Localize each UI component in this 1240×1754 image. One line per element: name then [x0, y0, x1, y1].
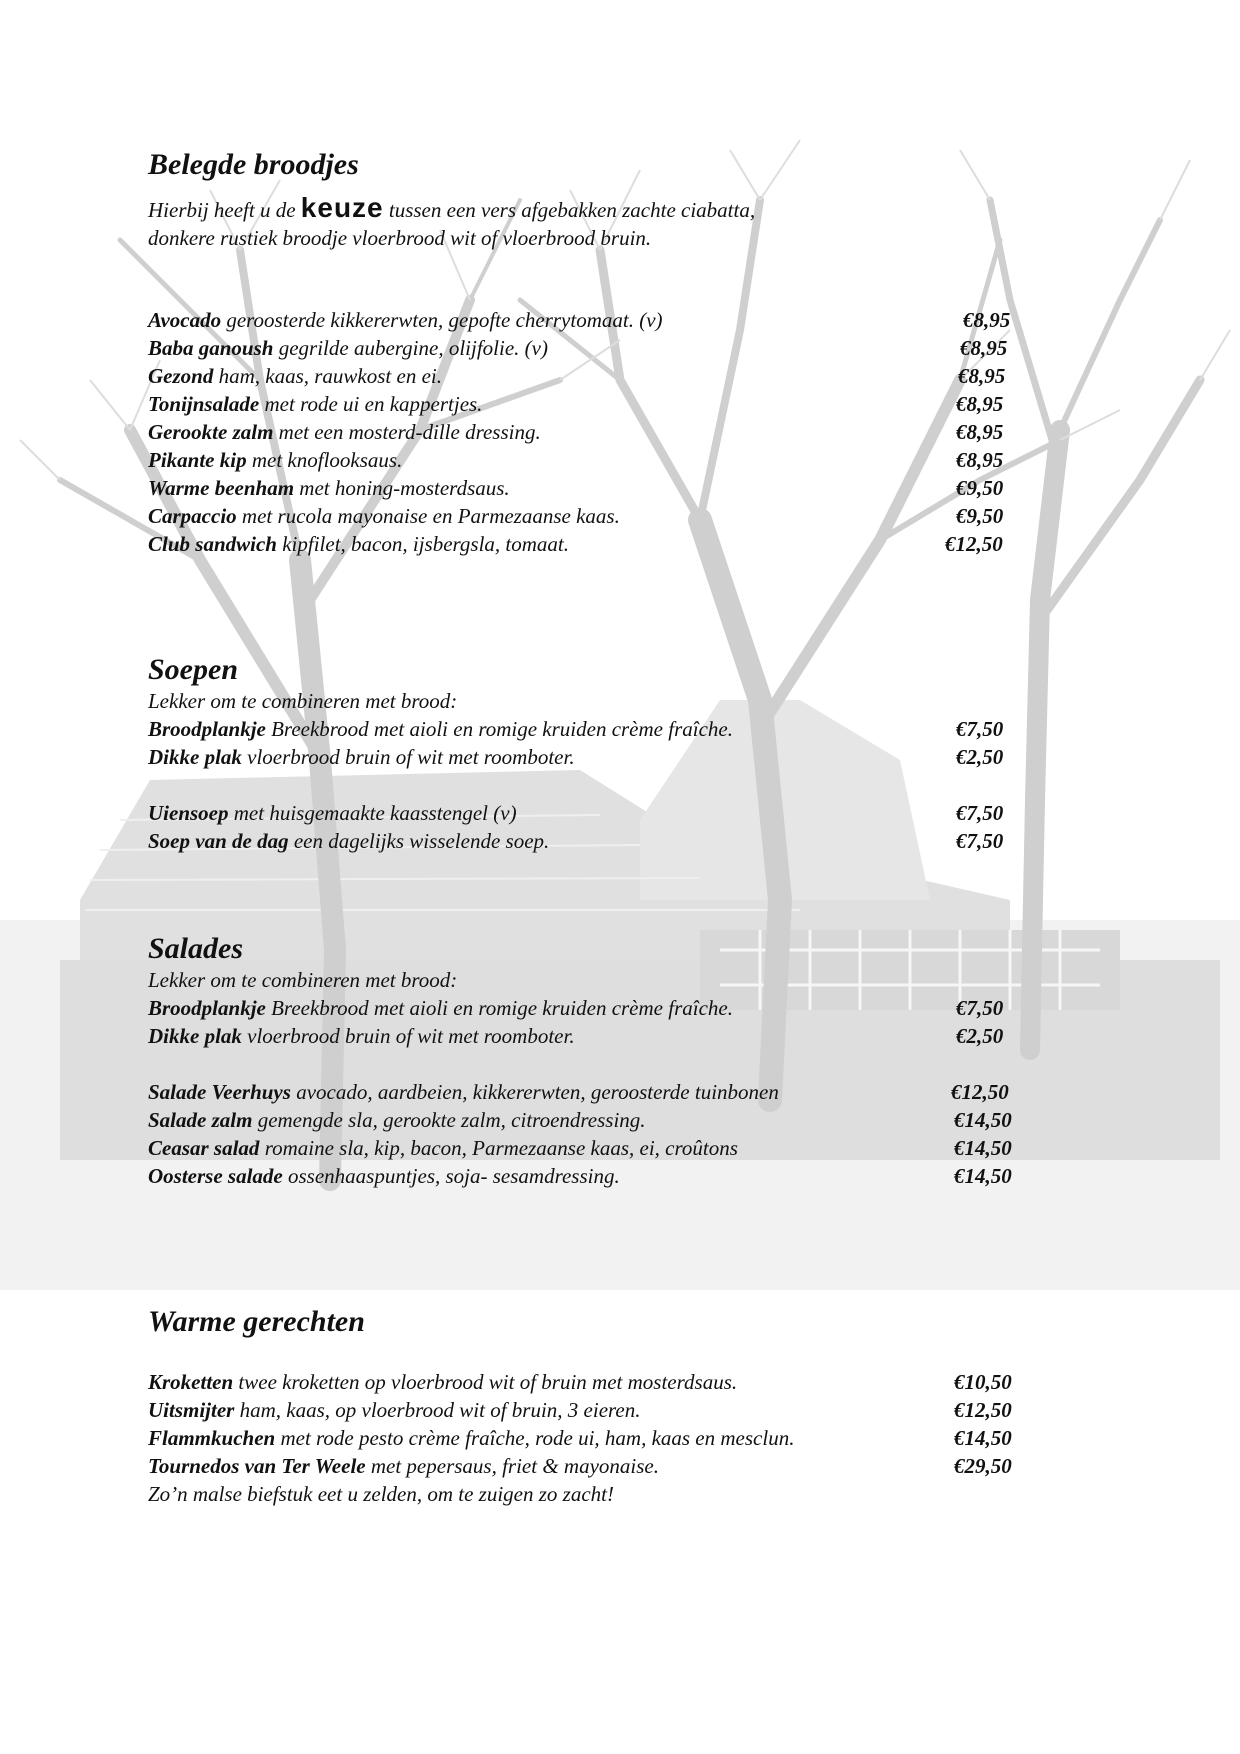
price: €12,50: [945, 532, 1003, 556]
soepen-intro: Lekker om te combineren met brood:: [148, 689, 458, 713]
price: €2,50: [956, 1024, 1004, 1048]
list-item: Gezond ham, kaas, rauwkost en ei. €8,95: [148, 364, 1006, 388]
list-item: Tonijnsalade met rode ui en kappertjes. €8,95: [148, 392, 1004, 416]
list-item: Dikke plak vloerbrood bruin of wit met roomboter. €2,50: [148, 745, 1004, 769]
list-item: Tournedos van Ter Weele met pepersaus, friet & mayonaise. €29,50: [148, 1454, 1012, 1478]
list-item: Avocado geroosterde kikkererwten, gepofte cherrytomaat. (v) €8,95: [148, 308, 1011, 332]
list-item: Salade Veerhuys avocado, aardbeien, kikkererwten, geroosterde tuinbonen €12,50: [148, 1080, 1009, 1104]
price: €7,50: [956, 717, 1004, 741]
list-item: Broodplankje Breekbrood met aioli en romige kruiden crème fraîche. €7,50: [148, 717, 1004, 741]
list-item: Club sandwich kipfilet, bacon, ijsbergsla, tomaat. €12,50: [148, 532, 1003, 556]
list-item: Pikante kip met knoflooksaus. €8,95: [148, 448, 1004, 472]
list-item: Ceasar salad romaine sla, kip, bacon, Parmezaanse kaas, ei, croûtons €14,50: [148, 1136, 1012, 1160]
salades-intro: Lekker om te combineren met brood:: [148, 968, 458, 992]
list-item: Soep van de dag een dagelijks wisselende soep. €7,50: [148, 829, 1004, 853]
list-item: Warme beenham met honing-mosterdsaus. €9,50: [148, 476, 1004, 500]
price: €14,50: [954, 1136, 1012, 1160]
section-title-soepen: Soepen: [148, 653, 238, 686]
price: €9,50: [956, 476, 1004, 500]
section-title-warme-gerechten: Warme gerechten: [148, 1305, 365, 1338]
price: €14,50: [954, 1426, 1012, 1450]
price: €8,95: [958, 364, 1006, 388]
price: €14,50: [954, 1108, 1012, 1132]
price: €14,50: [954, 1164, 1012, 1188]
price: €12,50: [954, 1398, 1012, 1422]
section-title-salades: Salades: [148, 932, 244, 965]
price: €8,95: [956, 392, 1004, 416]
list-item: Flammkuchen met rode pesto crème fraîche, rode ui, ham, kaas en mesclun. €14,50: [148, 1426, 1012, 1450]
list-item: Broodplankje Breekbrood met aioli en romige kruiden crème fraîche. €7,50: [148, 996, 1004, 1020]
list-item: Salade zalm gemengde sla, gerookte zalm, citroendressing. €14,50: [148, 1108, 1012, 1132]
list-item: Baba ganoush gegrilde aubergine, olijfolie. (v) €8,95: [148, 336, 1008, 360]
price: €7,50: [956, 829, 1004, 853]
price: €8,95: [963, 308, 1011, 332]
section-title-broodjes: Belegde broodjes: [148, 148, 359, 181]
price: €7,50: [956, 801, 1004, 825]
list-item: Oosterse salade ossenhaaspuntjes, soja- sesamdressing. €14,50: [148, 1164, 1012, 1188]
closing-remark: Zo’n malse biefstuk eet u zelden, om te zuigen zo zacht!: [148, 1482, 614, 1506]
broodjes-intro-line-2: donkere rustiek broodje vloerbrood wit of vloerbrood bruin.: [148, 226, 652, 250]
price: €8,95: [956, 420, 1004, 444]
list-item: Dikke plak vloerbrood bruin of wit met roomboter. €2,50: [148, 1024, 1004, 1048]
price: €29,50: [954, 1454, 1012, 1478]
price: €12,50: [951, 1080, 1009, 1104]
price: €8,95: [960, 336, 1008, 360]
list-item: Carpaccio met rucola mayonaise en Parmezaanse kaas. €9,50: [148, 504, 1004, 528]
price: €2,50: [956, 745, 1004, 769]
list-item: Uiensoep met huisgemaakte kaasstengel (v) €7,50: [148, 801, 1004, 825]
list-item: Gerookte zalm met een mosterd-dille dressing. €8,95: [148, 420, 1004, 444]
broodjes-intro-line-1: Hierbij heeft u de keuze tussen een vers afgebakken zachte ciabatta,: [148, 192, 756, 223]
list-item: Uitsmijter ham, kaas, op vloerbrood wit of bruin, 3 eieren. €12,50: [148, 1398, 1012, 1422]
price: €8,95: [956, 448, 1004, 472]
price: €7,50: [956, 996, 1004, 1020]
list-item: Kroketten twee kroketten op vloerbrood wit of bruin met mosterdsaus. €10,50: [148, 1370, 1012, 1394]
price: €9,50: [956, 504, 1004, 528]
price: €10,50: [954, 1370, 1012, 1394]
